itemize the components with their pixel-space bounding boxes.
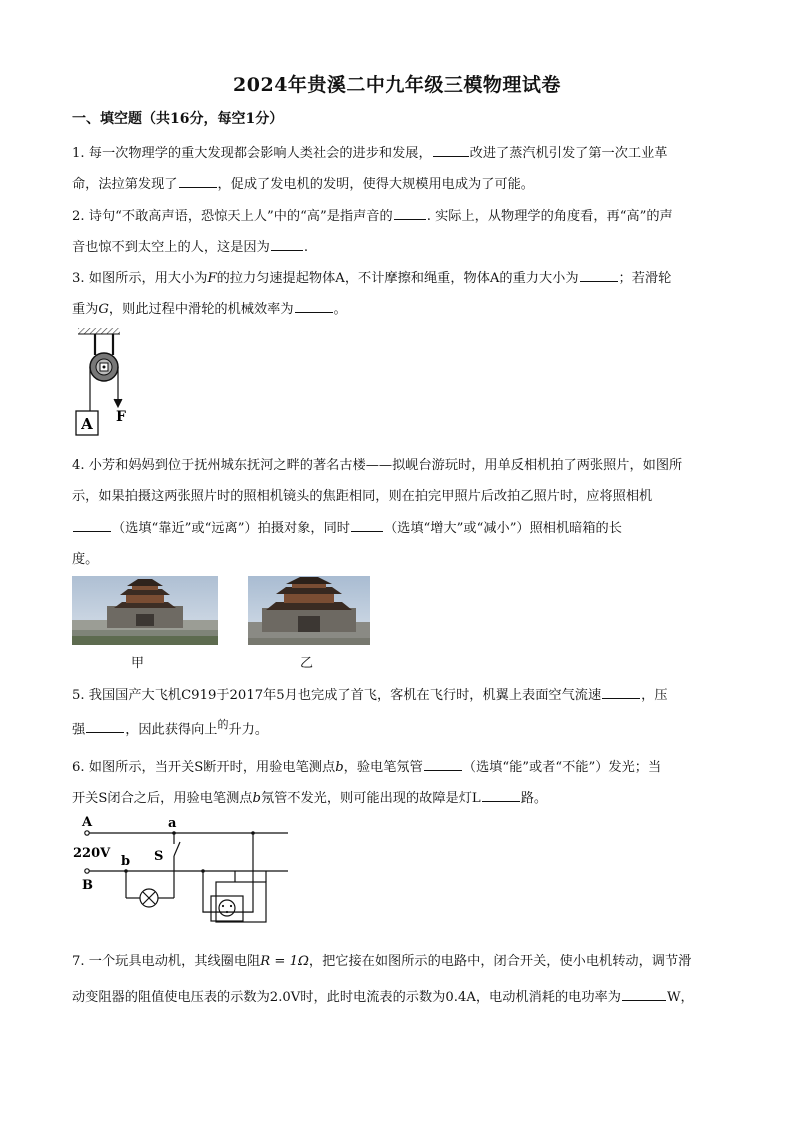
q3-line1 xyxy=(72,267,671,286)
q2-text-c: 音也惊不到太空上的人，这是因为 xyxy=(72,240,270,255)
q3-text-c: ；若滑轮 xyxy=(618,271,672,286)
ceiling-hatch xyxy=(78,328,120,334)
q5-text-a: 5. 我国国产大飞机C919于2017年5月也完成了首飞，客机在飞行时，机翼上表面空气流速 xyxy=(72,688,602,703)
answer-blank[interactable] xyxy=(424,758,462,771)
pulley-bracket xyxy=(95,334,113,355)
pulley-figure xyxy=(70,325,140,440)
caption-jia: 甲 xyxy=(131,656,145,671)
q3-var-g: G xyxy=(98,302,109,317)
caption-yi: 乙 xyxy=(300,656,314,671)
label-point-a: a xyxy=(168,816,177,831)
q3-text-a: 3. 如图所示，用大小为 xyxy=(72,271,208,286)
force-arrow xyxy=(114,399,122,407)
q4-line1: 4. 小芳和妈妈到位于抚州城东抚河之畔的著名古楼——拟岘台游玩时，用单反相机拍了两张照片，如图所 xyxy=(72,458,683,473)
q6-text-b: ，验电笔氖管 xyxy=(343,760,423,775)
q6-var-b2: b xyxy=(252,791,261,806)
q7-text-b: ，把它接在如图所示的电路中，闭合开关，使小电机转动，调节滑 xyxy=(308,954,692,969)
q5-text-b: ，压 xyxy=(641,688,668,703)
q6-text-f: 路。 xyxy=(520,791,548,806)
q6-text-d: 开关S闭合之后，用验电笔测点 xyxy=(72,791,253,806)
label-switch-s: S xyxy=(154,849,164,864)
q6-line1 xyxy=(72,756,661,775)
q5-line1 xyxy=(72,684,668,703)
answer-blank[interactable] xyxy=(295,300,333,313)
answer-blank[interactable] xyxy=(351,519,383,532)
q4-text-a: （选填“靠近”或“远离”）拍摄对象，同时 xyxy=(112,521,350,536)
label-voltage: 220V xyxy=(73,846,111,861)
label-point-b: b xyxy=(121,854,131,869)
q7-text-a: 7. 一个玩具电动机，其线圈电阻 xyxy=(72,954,261,969)
circuit-figure xyxy=(70,812,295,924)
answer-blank[interactable] xyxy=(179,175,217,188)
q6-line2 xyxy=(72,787,547,806)
q1-line2 xyxy=(72,173,534,192)
q4-line4: 度。 xyxy=(72,552,99,567)
q7-line1 xyxy=(72,950,691,969)
photo-jia xyxy=(72,576,218,645)
q5-text-f: 升力。 xyxy=(228,722,269,738)
q2-text-b: . 实际上，从物理学的角度看，再“高”的声 xyxy=(426,209,673,224)
socket-frame xyxy=(216,882,266,922)
q6-text-a: 6. 如图所示，当开关S断开时，用验电笔测点 xyxy=(72,760,336,775)
answer-blank[interactable] xyxy=(394,207,426,220)
label-b-node: B xyxy=(82,878,93,893)
answer-blank[interactable] xyxy=(86,720,124,733)
answer-blank[interactable] xyxy=(271,238,303,251)
photo-yi xyxy=(248,576,370,645)
label-f: F xyxy=(116,409,126,425)
q3-text-e: ，则此过程中滑轮的机械效率为 xyxy=(108,302,294,317)
q7-text-d: W， xyxy=(666,990,694,1005)
switch-s xyxy=(174,842,180,856)
q6-var-b: b xyxy=(335,760,344,775)
label-a-node: A xyxy=(82,815,93,830)
q2-line2 xyxy=(72,236,308,255)
q5-line2 xyxy=(72,716,268,737)
answer-blank[interactable] xyxy=(433,144,469,157)
q1-text-b: 改进了蒸汽机引发了第一次工业革 xyxy=(469,146,668,161)
q1-text-d: ，促成了发电机的发明，使得大规模用电成为了可能。 xyxy=(217,177,534,192)
answer-blank[interactable] xyxy=(580,269,618,282)
q3-var-f: F xyxy=(207,271,217,286)
q2-text-d: . xyxy=(303,240,309,255)
answer-blank[interactable] xyxy=(622,988,666,1001)
q7-line2 xyxy=(72,986,694,1005)
q5-text-e: 的 xyxy=(217,718,229,731)
q1-line1 xyxy=(72,142,667,161)
q4-text-b: （选填“增大”或“减小”）照相机暗箱的长 xyxy=(383,521,622,536)
q1-text-a: 1. 每一次物理学的重大发现都会影响人类社会的进步和发展， xyxy=(72,146,432,161)
q6-text-e: 氖管不发光，则可能出现的故障是灯L xyxy=(260,791,481,806)
answer-blank[interactable] xyxy=(73,519,111,532)
q1-text-c: 命，法拉第发现了 xyxy=(72,177,178,192)
q5-text-d: ，因此获得向上 xyxy=(125,722,218,738)
q2-line1 xyxy=(72,205,673,224)
q7-text-c: 动变阻器的阻值使电压表的示数为2.0V时，此时电流表的示数为0.4A，电动机消耗的电功率为 xyxy=(72,990,621,1005)
q3-text-b: 的拉力匀速提起物体A，不计摩擦和绳重，物体A的重力大小为 xyxy=(216,271,579,286)
section-heading: 一、填空题（共16分，每空1分） xyxy=(72,111,284,127)
label-a: A xyxy=(81,415,93,433)
answer-blank[interactable] xyxy=(602,686,640,699)
answer-blank[interactable] xyxy=(482,789,520,802)
q2-text-a: 2. 诗句“不敢高声语，恐惊天上人”中的“高”是指声音的 xyxy=(72,209,393,224)
q3-text-f: 。 xyxy=(333,302,347,317)
page-title: 2024年贵溪二中九年级三模物理试卷 xyxy=(233,74,561,96)
q5-text-c: 强 xyxy=(72,722,86,738)
q3-line2 xyxy=(72,298,347,317)
q4-line3 xyxy=(72,517,622,536)
q6-text-c: （选填“能”或者“不能”）发光；当 xyxy=(462,760,662,775)
q7-formula: R = 1Ω xyxy=(260,954,309,969)
q4-line2: 示，如果拍摄这两张照片时的照相机镜头的焦距相同，则在拍完甲照片后改拍乙照片时，应将照相机 xyxy=(72,489,653,504)
q3-text-d: 重为 xyxy=(72,302,99,317)
